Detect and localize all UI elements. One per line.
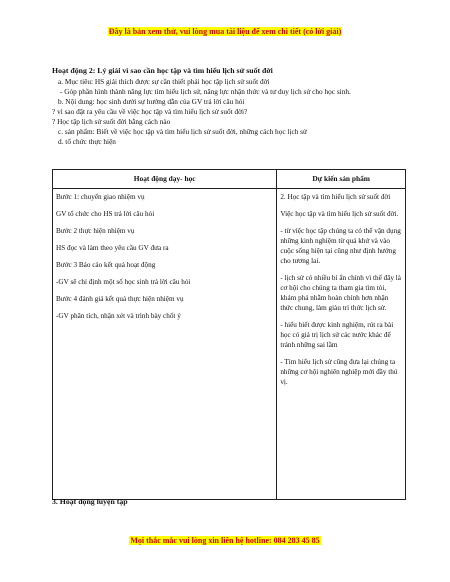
organization-line: d. tổ chức thực hiện <box>58 137 116 146</box>
expected-product-cell <box>277 189 406 500</box>
hotline-banner <box>0 536 450 545</box>
table-header-expected-product: Dự kiến sản phẩm <box>277 170 406 189</box>
question-2-line: ? Học tập lịch sử suốt đời bằng cách nào <box>52 117 171 126</box>
step-text: -GV sẽ chỉ định một số học sinh trả lời câu hỏi <box>56 278 191 286</box>
preview-banner-text: Đây là bản xem thử, vui lòng mua tài liệu để xem chi tiết (có lời giải) <box>108 27 342 36</box>
step-text: Bước 3 Báo cáo kết quả hoạt động <box>56 261 156 269</box>
step-text: Bước 2 thực hiện nhiệm vụ <box>56 227 135 235</box>
step-text: Bước 1: chuyển giao nhiệm vụ <box>56 193 145 201</box>
product-paragraph: - từ việc học tập chúng ta có thể vận dụng những kinh nghiệm từ quá khứ và vào cuộc sống hiện tại cũng như định hướng cho tương lai. <box>280 227 401 265</box>
product-paragraph: - hiểu biết được kinh nghiệm, rút ra bài học có giá trị lịch sử các nước khác để tránh những sai lầm <box>280 321 394 349</box>
product-paragraph: - lịch sử có nhiều bí ẩn chính vì thế đây là cơ hội cho chúng ta tham gia tìm tòi, khám phá nhằm hoàn chỉnh hơn nhận thức chung, làm giàu tri thức lịch sử. <box>280 274 401 312</box>
activity-2-heading: Hoạt động 2: Lý giải vì sao cần học tập và tìm hiểu lịch sử suốt đời <box>52 66 273 75</box>
section-3-heading: 3. Hoạt động luyện tập <box>52 497 128 506</box>
preview-banner <box>0 27 450 36</box>
hotline-banner-text: Mọi thắc mắc vui lòng xin liên hệ hotline: 084 283 45 85 <box>130 536 320 545</box>
objective-detail-line: - Góp phần hình thành năng lực tìm hiểu lịch sử, năng lực nhận thức và tư duy lịch sử cho học sinh. <box>60 87 351 96</box>
product-paragraph: - Tìm hiểu lịch sử cũng đưa lại chúng ta những cơ hội nghiên nghiệp mới đầy thú vị. <box>280 358 398 386</box>
question-1-line: ? vì sao đặt ra yêu cầu về việc học tập và tìm hiểu lịch sử suốt đời? <box>52 107 248 116</box>
table-header-row <box>53 170 406 189</box>
step-text: Bước 4 đánh giá kết quả thực hiện nhiệm vụ <box>56 295 184 303</box>
product-line: c. sản phẩm: Biết về việc học tập và tìm hiểu lịch sử suốt đời, những cách học lịch sử <box>58 127 307 136</box>
step-text: GV tổ chức cho HS trả lời câu hỏi <box>56 210 155 218</box>
table-header-teaching: Hoạt động dạy- học <box>53 170 277 189</box>
product-paragraph: 2. Học tập và tìm hiểu lịch sử suốt đời <box>280 193 391 201</box>
activity-table <box>52 169 406 500</box>
activity-2-section <box>52 66 407 147</box>
table-row <box>53 189 406 500</box>
step-text: HS đọc và làm theo yêu cầu GV đưa ra <box>56 244 169 252</box>
objective-line: a. Mục tiêu: HS giải thích được sự cần thiết phải học tập lịch sử suốt đời <box>58 77 270 86</box>
teaching-steps-cell <box>53 189 277 500</box>
content-line: b. Nội dung: học sinh dưới sự hướng dẫn của GV trả lời câu hỏi <box>58 97 245 106</box>
step-text: -GV phân tích, nhận xét và trình bày chốt ý <box>56 312 181 320</box>
product-paragraph: Việc học tập và tìm hiểu lịch sử suốt đời. <box>280 210 399 218</box>
